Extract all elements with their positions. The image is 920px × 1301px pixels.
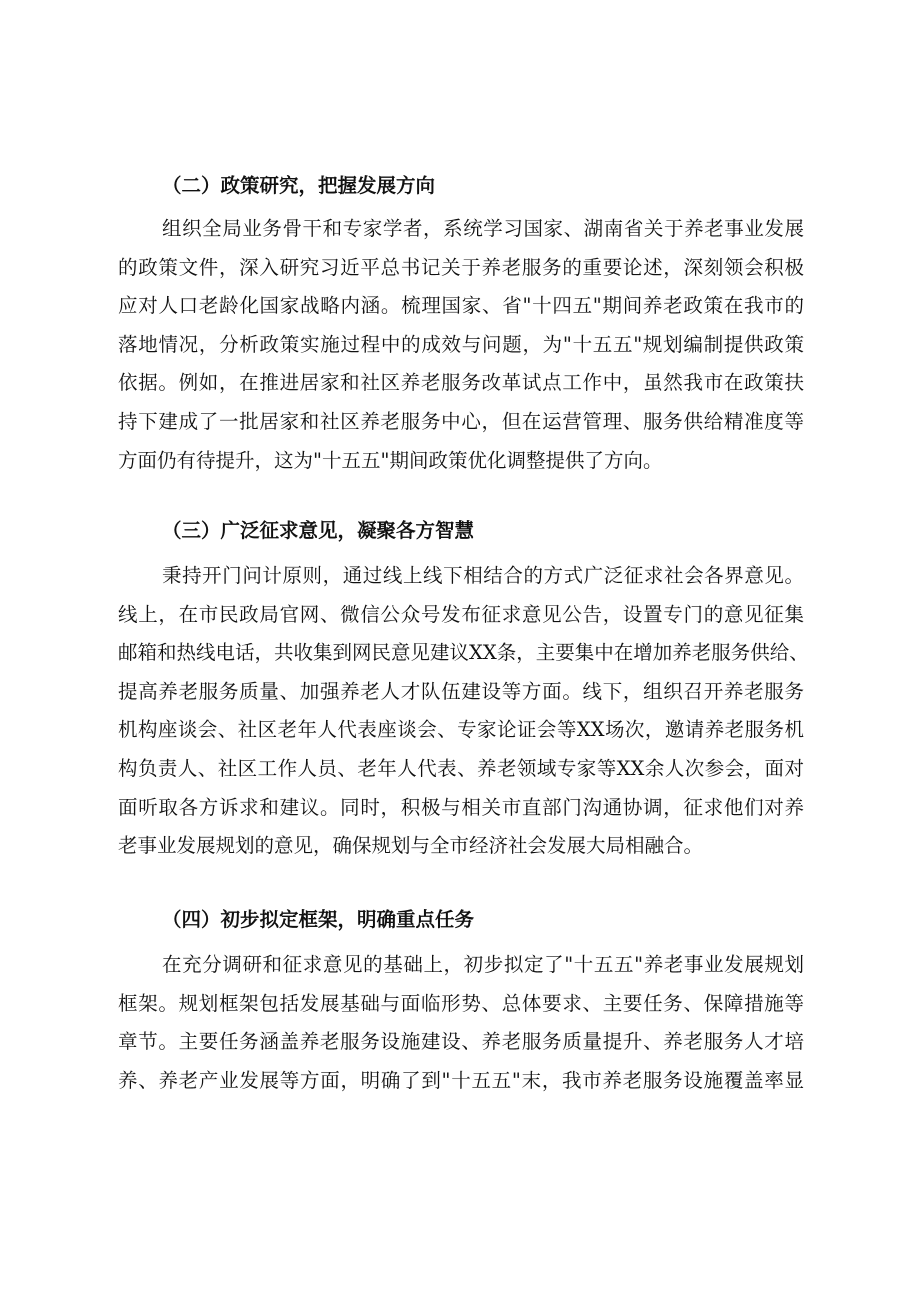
paragraph-line: 方面仍有待提升，这为"十五五"期间政策优化调整提供了方向。 <box>118 448 663 472</box>
paragraph-line: 提高养老服务质量、加强养老人才队伍建设等方面。线下，组织召开养老服务 <box>118 679 804 703</box>
paragraph-line: 面听取各方诉求和建议。同时，积极与相关市直部门沟通协调，征求他们对养 <box>118 795 804 819</box>
paragraph-line: 养、养老产业发展等方面，明确了到"十五五"末，我市养老服务设施覆盖率显 <box>118 1068 804 1092</box>
paragraph-line: 老事业发展规划的意见，确保规划与全市经济社会发展大局相融合。 <box>118 834 704 858</box>
section-heading-3: （三）广泛征求意见，凝聚各方智慧 <box>162 519 475 542</box>
section-body-4 <box>118 946 804 1100</box>
paragraph-line: 构负责人、社区工作人员、老年人代表、养老领域专家等XX余人次参会，面对 <box>118 756 804 780</box>
section-heading-4: （四）初步拟定框架，明确重点任务 <box>162 908 475 931</box>
paragraph-line: 邮箱和热线电话，共收集到网民意见建议XX条，主要集中在增加养老服务供给、 <box>118 641 809 665</box>
paragraph-line: 框架。规划框架包括发展基础与面临形势、总体要求、主要任务、保障措施等 <box>118 991 804 1015</box>
paragraph-line: 章节。主要任务涵盖养老服务设施建设、养老服务质量提升、养老服务人才培 <box>118 1030 804 1054</box>
paragraph-line: 组织全局业务骨干和专家学者，系统学习国家、湖南省关于养老事业发展 <box>162 217 804 240</box>
paragraph-line: 持下建成了一批居家和社区养老服务中心，但在运营管理、服务供给精准度等 <box>118 409 804 433</box>
paragraph-line: 秉持开门问计原则，通过线上线下相结合的方式广泛征求社会各界意见。 <box>162 564 804 587</box>
paragraph-line: 机构座谈会、社区老年人代表座谈会、专家论证会等XX场次，邀请养老服务机 <box>118 718 804 742</box>
section-heading-2: （二）政策研究，把握发展方向 <box>162 174 436 197</box>
section-body-3 <box>118 557 809 866</box>
paragraph-line: 线上，在市民政局官网、微信公众号发布征求意见公告，设置专门的意见征集 <box>118 602 804 626</box>
section-body-2 <box>118 210 804 480</box>
paragraph-line: 应对人口老龄化国家战略内涵。梳理国家、省"十四五"期间养老政策在我市的 <box>118 294 804 318</box>
paragraph-line: 落地情况，分析政策实施过程中的成效与问题，为"十五五"规划编制提供政策 <box>118 332 804 356</box>
paragraph-line: 依据。例如，在推进居家和社区养老服务改革试点工作中，虽然我市在政策扶 <box>118 371 804 395</box>
paragraph-line: 在充分调研和征求意见的基础上，初步拟定了"十五五"养老事业发展规划 <box>162 953 804 976</box>
paragraph-line: 的政策文件，深入研究习近平总书记关于养老服务的重要论述，深刻领会积极 <box>118 255 804 279</box>
